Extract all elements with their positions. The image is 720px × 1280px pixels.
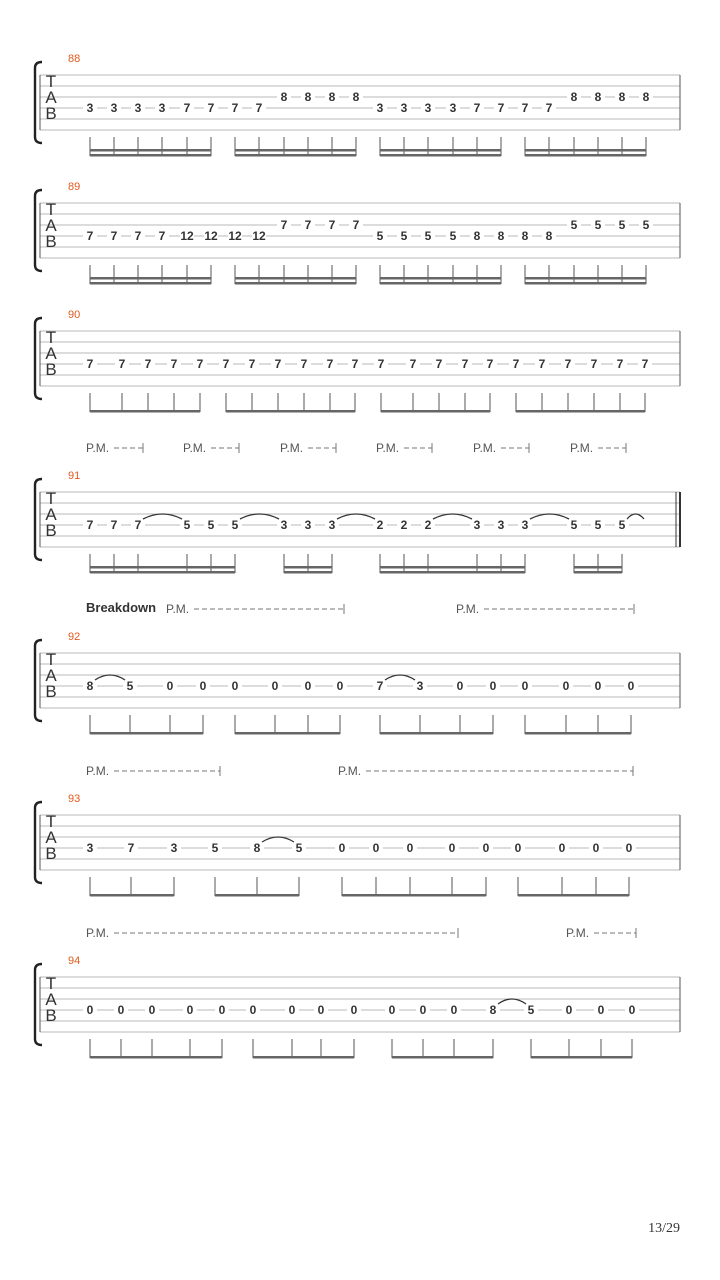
palm-mute-marker [570, 441, 626, 455]
tab-note: 12 [180, 229, 194, 243]
tab-note: 0 [406, 841, 414, 855]
tab-note: 7 [538, 357, 546, 371]
beam [574, 571, 622, 574]
tie-arc [240, 514, 279, 519]
tie-arc [143, 514, 182, 519]
tab-note: 5 [400, 229, 408, 243]
palm-mute-marker [280, 441, 336, 455]
tab-note: 7 [352, 218, 360, 232]
pm-label: P.M. [338, 764, 362, 778]
beam [380, 154, 501, 157]
tab-note: 7 [207, 101, 215, 115]
tab-clef-letter: T [45, 328, 57, 347]
tab-note: 0 [338, 841, 346, 855]
tab-note: 8 [545, 229, 553, 243]
beam [284, 566, 332, 569]
tab-note: 7 [280, 218, 288, 232]
pm-label: P.M. [86, 441, 110, 455]
tab-system-88 [35, 53, 680, 157]
beam [516, 410, 645, 413]
tab-note: 7 [134, 518, 142, 532]
tab-clef-letter: T [45, 72, 57, 91]
tab-note: 5 [295, 841, 303, 855]
beam [235, 732, 340, 735]
tab-note: 7 [183, 101, 191, 115]
tab-note: 7 [328, 218, 336, 232]
tab-note: 0 [117, 1003, 125, 1017]
tab-note: 7 [512, 357, 520, 371]
tab-system-94 [35, 926, 680, 1059]
tab-note: 3 [400, 101, 408, 115]
measure-number: 93 [68, 793, 81, 805]
beam [235, 282, 356, 285]
beam [90, 1056, 222, 1059]
palm-mute-marker [566, 926, 636, 940]
beam [215, 894, 299, 897]
tab-note: 8 [86, 679, 94, 693]
section-label: Breakdown [86, 600, 157, 615]
palm-mute-marker [376, 441, 432, 455]
tab-note: 8 [570, 90, 578, 104]
tab-note: 3 [521, 518, 529, 532]
tab-note: 0 [350, 1003, 358, 1017]
measure-number: 88 [68, 53, 81, 65]
tab-note: 5 [642, 218, 650, 232]
tab-note: 7 [231, 101, 239, 115]
beam [531, 1056, 632, 1059]
tab-clef-letter: T [45, 200, 57, 219]
system-bracket [35, 640, 42, 721]
tie-arc [337, 514, 375, 519]
tab-note: 7 [486, 357, 494, 371]
beam [90, 149, 211, 152]
tab-note: 8 [280, 90, 288, 104]
tab-note: 3 [170, 841, 178, 855]
measure-number: 90 [68, 309, 81, 321]
tab-note: 5 [211, 841, 219, 855]
tab-note: 5 [424, 229, 432, 243]
tab-clef-letter: B [45, 844, 57, 863]
tab-note: 7 [545, 101, 553, 115]
tab-clef-letter: T [45, 650, 57, 669]
tab-note: 5 [207, 518, 215, 532]
tab-note: 8 [642, 90, 650, 104]
beam [525, 732, 631, 735]
palm-mute-marker [183, 441, 239, 455]
beam [90, 410, 200, 413]
tab-clef-letter: T [45, 974, 57, 993]
tab-clef-letter: B [45, 360, 57, 379]
tab-note: 3 [86, 841, 94, 855]
tab-note: 7 [435, 357, 443, 371]
pm-label: P.M. [570, 441, 594, 455]
tab-note: 5 [376, 229, 384, 243]
tab-note: 7 [616, 357, 624, 371]
measure-number: 92 [68, 631, 81, 643]
tab-clef-letter: A [45, 216, 57, 235]
measure-number: 89 [68, 181, 81, 193]
tab-note: 3 [158, 101, 166, 115]
tab-note: 2 [376, 518, 384, 532]
tab-note: 3 [416, 679, 424, 693]
palm-mute-marker [86, 441, 143, 455]
palm-mute-marker [86, 926, 458, 940]
beam [90, 154, 211, 157]
tab-note: 7 [127, 841, 135, 855]
tie-arc [262, 837, 294, 842]
tab-note: 0 [558, 841, 566, 855]
beam [525, 154, 646, 157]
beam [525, 277, 646, 280]
tab-note: 0 [592, 841, 600, 855]
tab-note: 5 [570, 218, 578, 232]
tab-note: 0 [317, 1003, 325, 1017]
tab-note: 5 [594, 518, 602, 532]
tab-note: 0 [218, 1003, 226, 1017]
tie-arc [627, 514, 644, 519]
tab-note: 8 [618, 90, 626, 104]
palm-mute-marker [456, 602, 634, 616]
tie-arc [95, 675, 125, 680]
tab-note: 7 [564, 357, 572, 371]
tab-note: 7 [110, 229, 118, 243]
system-bracket [35, 964, 42, 1045]
beam [235, 277, 356, 280]
tab-system-92 [35, 600, 680, 735]
tab-clef-letter: A [45, 88, 57, 107]
pm-label: P.M. [86, 926, 110, 940]
tab-note: 8 [352, 90, 360, 104]
tab-note: 5 [527, 1003, 535, 1017]
tie-arc [498, 999, 526, 1004]
tab-note: 0 [597, 1003, 605, 1017]
tab-note: 5 [231, 518, 239, 532]
tab-note: 8 [497, 229, 505, 243]
beam [235, 154, 356, 157]
tab-clef-letter: A [45, 990, 57, 1009]
tab-clef-letter: T [45, 812, 57, 831]
tab-note: 3 [424, 101, 432, 115]
beam [90, 732, 203, 735]
tab-note: 7 [590, 357, 598, 371]
beam [226, 410, 355, 413]
palm-mute-marker [473, 441, 529, 455]
tab-clef-letter: A [45, 666, 57, 685]
tab-note: 7 [118, 357, 126, 371]
tab-note: 0 [304, 679, 312, 693]
tab-clef-letter: B [45, 104, 57, 123]
tab-note: 0 [148, 1003, 156, 1017]
measure-number: 91 [68, 470, 81, 482]
tab-note: 8 [304, 90, 312, 104]
tab-note: 7 [274, 357, 282, 371]
tab-note: 0 [625, 841, 633, 855]
tab-note: 7 [461, 357, 469, 371]
tab-system-89 [35, 181, 680, 285]
tab-note: 0 [456, 679, 464, 693]
tab-clef-letter: A [45, 505, 57, 524]
beam [380, 149, 501, 152]
beam [380, 571, 525, 574]
tab-note: 7 [134, 229, 142, 243]
tab-note: 0 [627, 679, 635, 693]
tab-note: 12 [228, 229, 242, 243]
tab-clef-letter: T [45, 489, 57, 508]
tab-note: 12 [252, 229, 266, 243]
tab-note: 5 [594, 218, 602, 232]
tab-note: 0 [388, 1003, 396, 1017]
tab-note: 7 [110, 518, 118, 532]
pm-label: P.M. [473, 441, 497, 455]
palm-mute-marker [338, 764, 633, 778]
beam [90, 566, 235, 569]
beam [235, 149, 356, 152]
beam [90, 571, 235, 574]
tab-note: 2 [400, 518, 408, 532]
tab-note: 7 [170, 357, 178, 371]
tab-note: 3 [134, 101, 142, 115]
tab-note: 7 [196, 357, 204, 371]
measure-number: 94 [68, 955, 81, 967]
palm-mute-marker [86, 764, 220, 778]
tab-note: 0 [186, 1003, 194, 1017]
beam [380, 566, 525, 569]
beam [90, 277, 211, 280]
system-bracket [35, 190, 42, 271]
tab-note: 8 [594, 90, 602, 104]
tab-note: 5 [618, 218, 626, 232]
tab-note: 0 [450, 1003, 458, 1017]
tab-note: 0 [166, 679, 174, 693]
tab-note: 7 [409, 357, 417, 371]
tab-note: 0 [419, 1003, 427, 1017]
tab-note: 7 [377, 357, 385, 371]
tab-note: 7 [86, 357, 94, 371]
tab-note: 0 [231, 679, 239, 693]
beam [525, 282, 646, 285]
tab-note: 5 [183, 518, 191, 532]
tab-note: 3 [497, 518, 505, 532]
pm-label: P.M. [86, 764, 110, 778]
tab-note: 0 [86, 1003, 94, 1017]
tab-note: 0 [448, 841, 456, 855]
tab-note: 7 [222, 357, 230, 371]
beam [574, 566, 622, 569]
beam [381, 410, 490, 413]
tab-note: 2 [424, 518, 432, 532]
beam [342, 894, 486, 897]
beam [284, 571, 332, 574]
beam [525, 149, 646, 152]
tab-system-93 [35, 764, 680, 897]
tab-note: 0 [514, 841, 522, 855]
tab-note: 5 [570, 518, 578, 532]
beam [380, 277, 501, 280]
tab-note: 0 [562, 679, 570, 693]
tab-note: 0 [271, 679, 279, 693]
tab-clef-letter: B [45, 521, 57, 540]
tab-note: 0 [288, 1003, 296, 1017]
tab-note: 3 [328, 518, 336, 532]
tab-note: 7 [497, 101, 505, 115]
page-number: 13/29 [648, 1221, 680, 1236]
tab-note: 12 [204, 229, 218, 243]
tab-note: 0 [521, 679, 529, 693]
pm-label: P.M. [566, 926, 590, 940]
tab-note: 0 [336, 679, 344, 693]
beam [90, 282, 211, 285]
tab-note: 7 [641, 357, 649, 371]
tab-note: 5 [126, 679, 134, 693]
tab-note: 7 [300, 357, 308, 371]
tab-note: 3 [86, 101, 94, 115]
pm-label: P.M. [183, 441, 207, 455]
tab-note: 8 [253, 841, 261, 855]
tab-note: 7 [351, 357, 359, 371]
system-bracket [35, 479, 42, 560]
tab-clef-letter: A [45, 344, 57, 363]
tab-note: 3 [449, 101, 457, 115]
tab-note: 3 [304, 518, 312, 532]
tab-note: 8 [473, 229, 481, 243]
tab-note: 8 [521, 229, 529, 243]
tab-system-90 [35, 309, 680, 413]
pm-label: P.M. [280, 441, 304, 455]
pm-label: P.M. [166, 602, 190, 616]
tab-note: 5 [618, 518, 626, 532]
beam [380, 282, 501, 285]
pm-label: P.M. [376, 441, 400, 455]
tab-note: 7 [473, 101, 481, 115]
tab-note: 7 [255, 101, 263, 115]
tab-note: 0 [372, 841, 380, 855]
tab-note: 8 [489, 1003, 497, 1017]
system-bracket [35, 318, 42, 399]
tab-note: 3 [110, 101, 118, 115]
tab-note: 0 [565, 1003, 573, 1017]
tab-note: 8 [328, 90, 336, 104]
tab-note: 0 [628, 1003, 636, 1017]
tab-note: 3 [280, 518, 288, 532]
tab-system-91 [35, 441, 680, 574]
tab-note: 7 [144, 357, 152, 371]
tab-note: 7 [304, 218, 312, 232]
tab-note: 0 [594, 679, 602, 693]
tab-note: 0 [482, 841, 490, 855]
tab-clef-letter: B [45, 682, 57, 701]
system-bracket [35, 802, 42, 883]
system-bracket [35, 62, 42, 143]
tab-note: 0 [199, 679, 207, 693]
tab-note: 7 [521, 101, 529, 115]
palm-mute-marker [166, 602, 344, 616]
tie-arc [530, 514, 569, 519]
tab-note: 7 [326, 357, 334, 371]
tab-note: 0 [489, 679, 497, 693]
beam [253, 1056, 354, 1059]
tab-note: 7 [158, 229, 166, 243]
tab-note: 3 [473, 518, 481, 532]
tab-clef-letter: B [45, 1006, 57, 1025]
tab-clef-letter: B [45, 232, 57, 251]
tab-note: 0 [249, 1003, 257, 1017]
pm-label: P.M. [456, 602, 480, 616]
tab-note: 7 [86, 229, 94, 243]
tab-clef-letter: A [45, 828, 57, 847]
beam [392, 1056, 493, 1059]
beam [518, 894, 629, 897]
tie-arc [433, 514, 472, 519]
tab-note: 3 [376, 101, 384, 115]
tie-arc [385, 675, 415, 680]
tab-note: 5 [449, 229, 457, 243]
beam [380, 732, 493, 735]
tab-note: 7 [86, 518, 94, 532]
tab-note: 7 [376, 679, 384, 693]
beam [90, 894, 174, 897]
tab-note: 7 [248, 357, 256, 371]
